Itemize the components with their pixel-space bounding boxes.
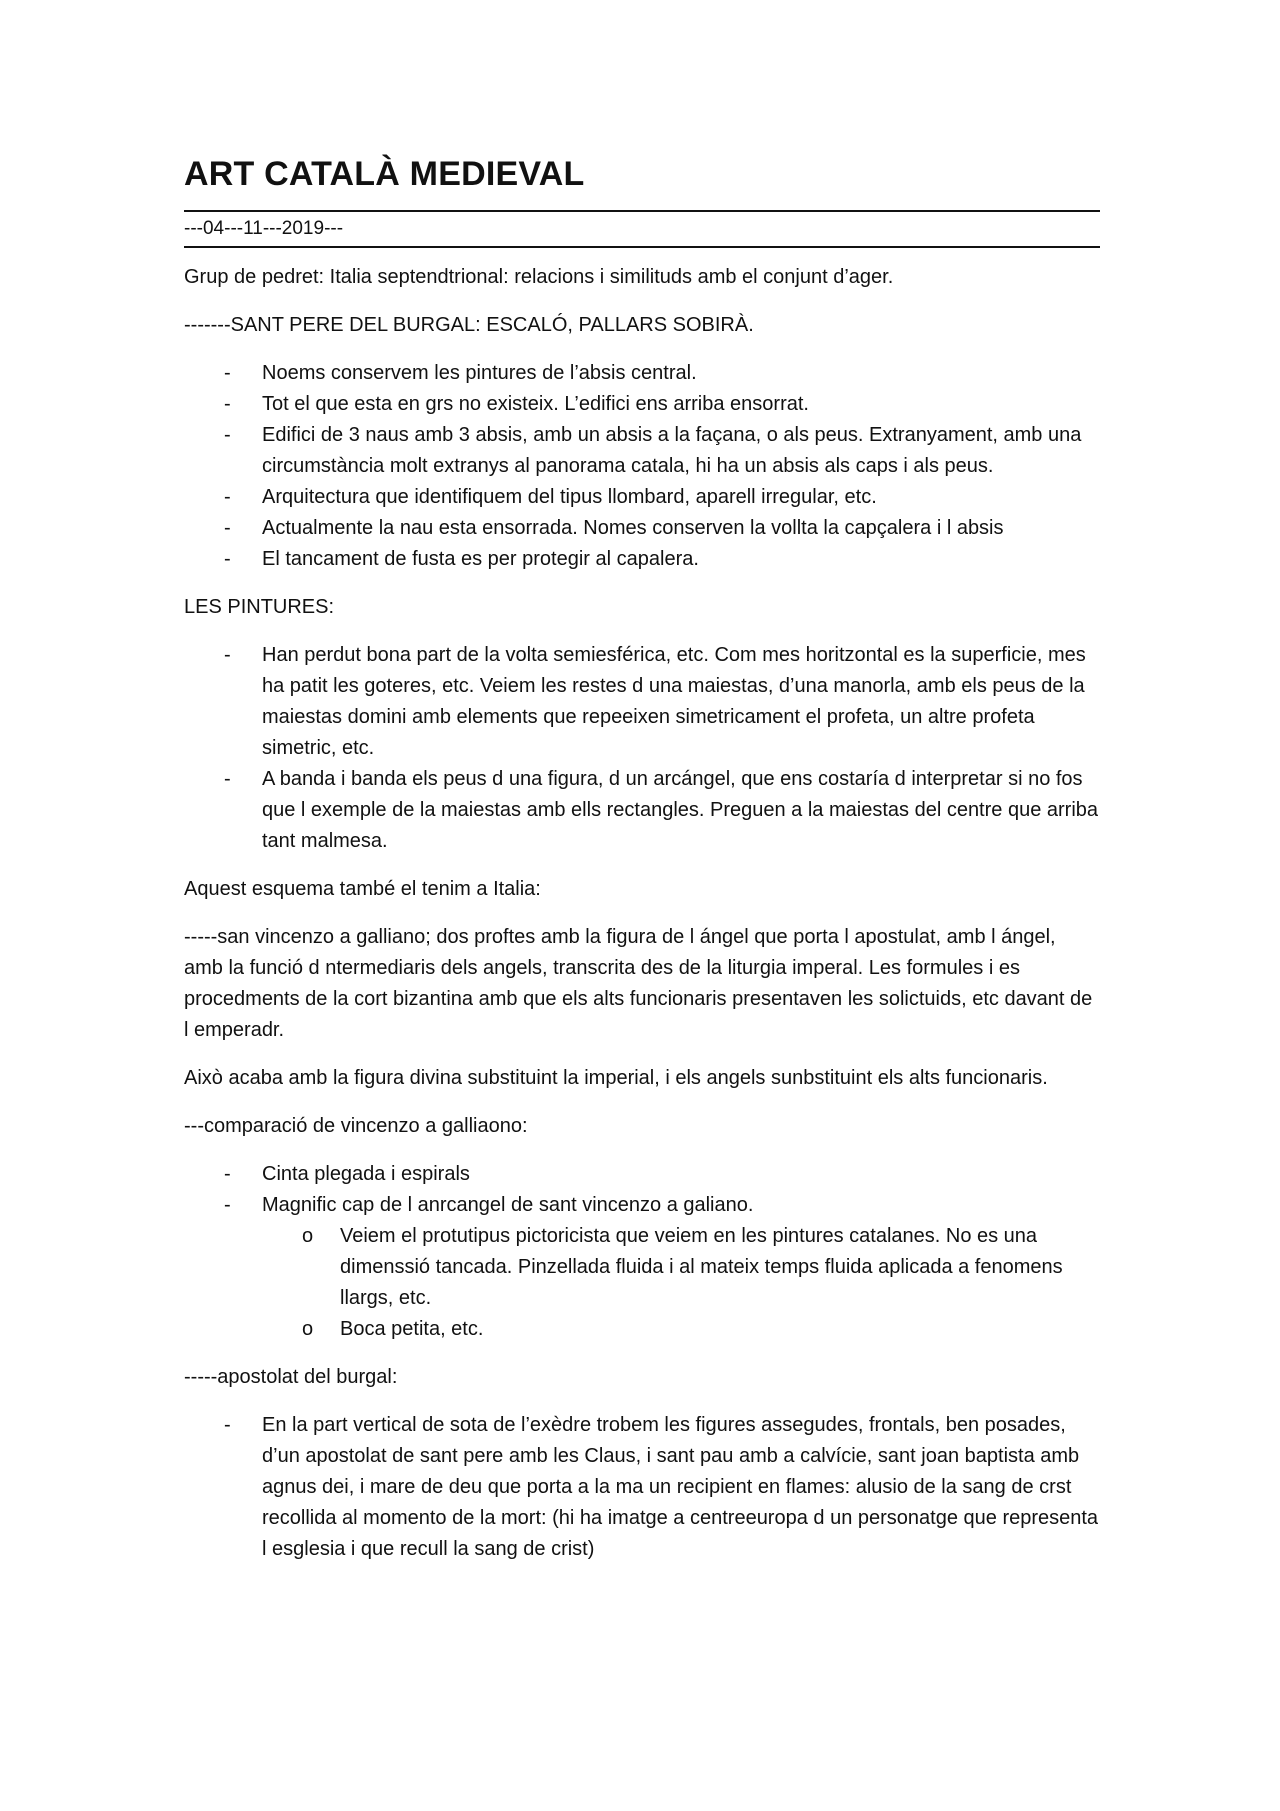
sublist-item-text: Veiem el protutipus pictoricista que veiem en les pintures catalanes. No es una dimenssió tancada. Pinzellada fluida i al mateix temps fluida aplicada a fenomens llargs, etc. bbox=[340, 1225, 1063, 1309]
paragraph-italia: Aquest esquema també el tenim a Italia: bbox=[184, 878, 541, 900]
dash-marker: - bbox=[224, 362, 231, 384]
list-apostolat bbox=[184, 1410, 1100, 1565]
list-item bbox=[184, 764, 1100, 857]
list-item-text: Arquitectura que identifiquem del tipus llombard, aparell irregular, etc. bbox=[262, 486, 877, 508]
list-item bbox=[184, 420, 1100, 482]
list-item-text: Tot el que esta en grs no existeix. L’edifici ens arriba ensorrat. bbox=[262, 393, 809, 415]
list-item-text: Magnific cap de l anrcangel de sant vincenzo a galiano. bbox=[262, 1194, 754, 1216]
list-item bbox=[184, 640, 1100, 764]
dash-marker: - bbox=[224, 424, 231, 446]
circle-marker: o bbox=[302, 1318, 314, 1340]
sublist-item-text: Boca petita, etc. bbox=[340, 1318, 484, 1340]
list-burgal bbox=[184, 358, 1100, 575]
list-item-text: A banda i banda els peus d una figura, d un arcángel, que ens costaría d interpretar si no fos que l exemple de la maiestas amb ells rectangles. Preguen a la maiestas del centre que arriba tant malmesa. bbox=[262, 768, 1099, 852]
list-item-text: Noems conservem les pintures de l’absis central. bbox=[262, 362, 697, 384]
section-heading-pintures: LES PINTURES: bbox=[184, 596, 335, 618]
section-heading-burgal: -------SANT PERE DEL BURGAL: ESCALÓ, PALLARS SOBIRÀ. bbox=[184, 314, 754, 336]
paragraph-figura-divina: Això acaba amb la figura divina substituint la imperial, i els angels sunbstituint els alts funcionaris. bbox=[184, 1067, 1048, 1089]
list-pintures bbox=[184, 640, 1100, 857]
section-heading-apostolat: -----apostolat del burgal: bbox=[184, 1366, 398, 1388]
list-item bbox=[184, 482, 1100, 513]
list-item-text: El tancament de fusta es per protegir al capalera. bbox=[262, 548, 699, 570]
paragraph-pedret: Grup de pedret: Italia septendtrional: relacions i similituds amb el conjunt d’ager. bbox=[184, 266, 894, 288]
dash-marker: - bbox=[224, 548, 231, 570]
dash-marker: - bbox=[224, 1414, 231, 1436]
dash-marker: - bbox=[224, 517, 231, 539]
list-item bbox=[184, 1190, 1100, 1345]
dash-marker: - bbox=[224, 486, 231, 508]
dash-marker: - bbox=[224, 644, 231, 666]
document-body bbox=[184, 152, 1100, 1582]
list-item bbox=[184, 1410, 1100, 1565]
dash-marker: - bbox=[224, 1194, 231, 1216]
circle-marker: o bbox=[302, 1225, 314, 1247]
sublist-cap-arcangel bbox=[262, 1221, 1100, 1345]
paragraph-san-vincenzo: -----san vincenzo a galliano; dos proftes amb la figura de l ángel que porta l apostulat, amb l ángel, amb la funció d ntermediaris dels angels, transcrita des de la liturgia imperal. Les formules i es procedments de la cort bizantina amb que els alts funcionaris presentaven les solictuids, etc davant de l emperadr. bbox=[184, 926, 1093, 1041]
list-item bbox=[184, 544, 1100, 575]
list-item-text: Cinta plegada i espirals bbox=[262, 1163, 470, 1185]
date-line: ---04---11---2019--- bbox=[184, 218, 344, 239]
list-item bbox=[184, 513, 1100, 544]
document-title: ART CATALÀ MEDIEVAL bbox=[184, 155, 585, 193]
list-item-text: Han perdut bona part de la volta semiesférica, etc. Com mes horitzontal es la superficie, mes ha patit les goteres, etc. Veiem les restes d una maiestas, d’una manorla, amb els peus de la maiestas domini amb elements que repeeixen simetricament el profeta, un altre profeta simetric, etc. bbox=[262, 644, 1086, 759]
list-comparacio bbox=[184, 1159, 1100, 1345]
sublist-item bbox=[262, 1221, 1100, 1314]
list-item bbox=[184, 1159, 1100, 1190]
divider-bottom bbox=[184, 246, 1100, 248]
section-heading-comparacio: ---comparació de vincenzo a galliaono: bbox=[184, 1115, 528, 1137]
list-item-text: Actualmente la nau esta ensorrada. Nomes conserven la vollta la capçalera i l absis bbox=[262, 517, 1004, 539]
dash-marker: - bbox=[224, 1163, 231, 1185]
list-item bbox=[184, 389, 1100, 420]
sublist-item bbox=[262, 1314, 1100, 1345]
list-item bbox=[184, 358, 1100, 389]
list-item-text: Edifici de 3 naus amb 3 absis, amb un absis a la façana, o als peus. Extranyament, amb una circumstància molt extranys al panorama catala, hi ha un absis als caps i als peus. bbox=[262, 424, 1082, 477]
list-item-text: En la part vertical de sota de l’exèdre trobem les figures assegudes, frontals, ben posades, d’un apostolat de sant pere amb les Claus, i sant pau amb a calvície, sant joan baptista amb agnus dei, i mare de deu que porta a la ma un recipient en flames: alusio de la sang de crst recollida al momento de la mort: (hi ha imatge a centreeuropa d un personatge que representa l esglesia i que recull la sang de crist) bbox=[262, 1414, 1099, 1560]
dash-marker: - bbox=[224, 393, 231, 415]
dash-marker: - bbox=[224, 768, 231, 790]
